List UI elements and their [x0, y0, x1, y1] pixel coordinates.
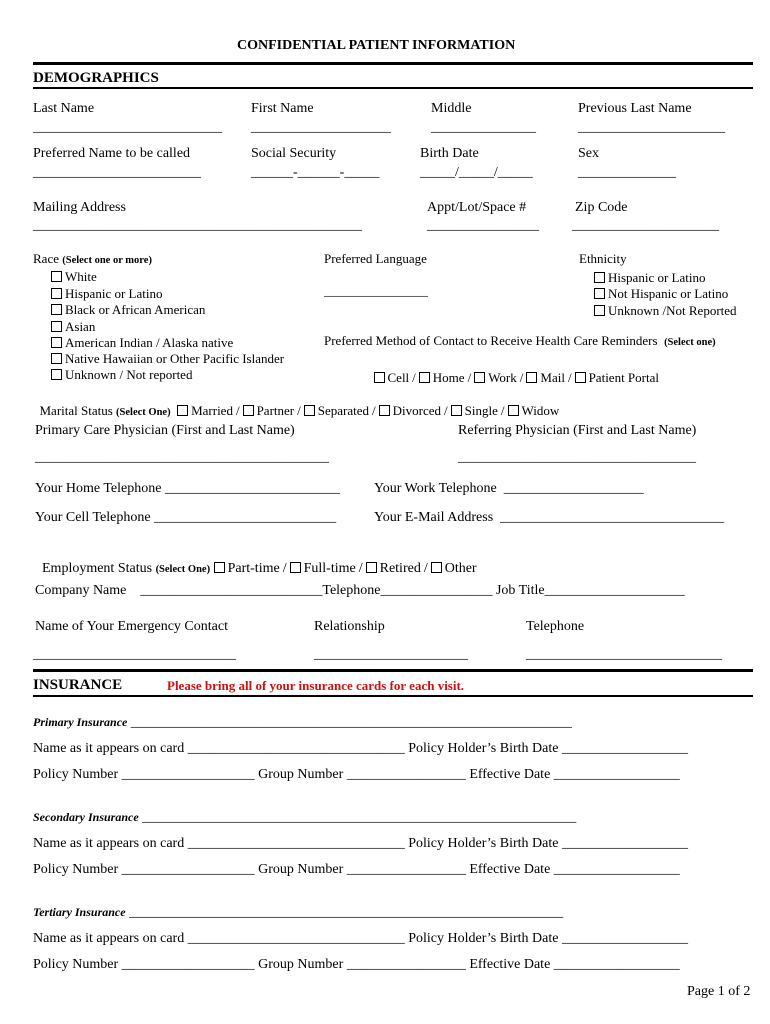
contact-option[interactable]: Home: [419, 370, 465, 385]
page-number: Page 1 of 2: [687, 984, 751, 999]
relationship-label: Relationship: [314, 619, 385, 634]
group-number-field[interactable]: _________________: [346, 957, 466, 972]
marital-option[interactable]: Single: [451, 403, 498, 418]
mailing-address-field[interactable]: _______________________________________________: [33, 218, 362, 233]
race-label: Race: [33, 251, 59, 266]
company-row: [35, 584, 685, 598]
secondary-card-row: [33, 837, 688, 851]
mailing-address-label: Mailing Address: [33, 200, 126, 215]
checkbox-icon[interactable]: [51, 304, 62, 315]
secondary-policy-row: [33, 863, 680, 877]
employment-option[interactable]: Full-time: [290, 561, 356, 576]
company-telephone-field[interactable]: ________________: [380, 583, 493, 598]
emergency-telephone-label: Telephone: [526, 619, 585, 634]
page-title: CONFIDENTIAL PATIENT INFORMATION: [237, 38, 516, 53]
insurance-heading: INSURANCE: [33, 677, 123, 693]
race-heading: [33, 252, 152, 267]
secondary-insurance-row: [33, 811, 576, 825]
primary-insurance-field[interactable]: _______________________________________________________________: [130, 715, 572, 730]
checkbox-icon[interactable]: [51, 337, 62, 348]
employment-option[interactable]: Retired: [366, 561, 421, 576]
race-option[interactable]: Unknown / Not reported: [51, 368, 192, 381]
email-field[interactable]: ________________________________: [500, 510, 725, 525]
tertiary-insurance-field[interactable]: ______________________________________________________________: [129, 905, 564, 920]
first-name-field[interactable]: ____________________: [251, 120, 391, 135]
marital-status-note: (Select One): [116, 407, 171, 418]
marital-option[interactable]: Partner: [243, 403, 295, 418]
pcp-label: Primary Care Physician (First and Last Name): [35, 423, 295, 438]
ethnicity-option[interactable]: Unknown /Not Reported: [594, 304, 737, 317]
marital-status-row: Marital Status (Select One) Married / Partner / Separated / Divorced / Single / Widow: [39, 403, 560, 418]
checkbox-icon[interactable]: [177, 405, 188, 416]
tertiary-card-row: [33, 932, 688, 946]
appt-field[interactable]: ________________: [427, 218, 539, 233]
home-phone-label: Your Home Telephone: [35, 481, 162, 496]
birth-date-field[interactable]: _____/_____/_____: [420, 165, 533, 180]
employment-note: (Select One): [155, 564, 211, 575]
policy-number-field[interactable]: ___________________: [121, 862, 255, 877]
race-note: (Select one or more): [62, 255, 152, 266]
contact-method-note: (Select one): [664, 337, 716, 348]
secondary-insurance-label: Secondary Insurance: [33, 810, 139, 824]
checkbox-icon[interactable]: [51, 321, 62, 332]
effective-date-field[interactable]: __________________: [553, 767, 680, 782]
race-option[interactable]: Hispanic or Latino: [51, 287, 162, 300]
holder-birth-label: Policy Holder’s Birth Date: [408, 741, 559, 756]
policy-number-field[interactable]: ___________________: [121, 767, 255, 782]
checkbox-icon[interactable]: [451, 405, 462, 416]
insurance-notice: Please bring all of your insurance cards for each visit.: [167, 678, 465, 693]
checkbox-icon[interactable]: [474, 372, 485, 383]
checkbox-icon[interactable]: [243, 405, 254, 416]
holder-birth-field[interactable]: __________________: [561, 741, 688, 756]
demographics-heading: DEMOGRAPHICS: [33, 70, 159, 86]
emergency-contact-label: Name of Your Emergency Contact: [35, 619, 228, 634]
primary-card-row: [33, 742, 688, 756]
employment-row: Employment Status (Select One) Part-time / Full-time / Retired / Other: [42, 561, 477, 576]
marital-status-label: Marital Status: [39, 403, 113, 418]
checkbox-icon[interactable]: [431, 562, 442, 573]
policy-number-label: Policy Number: [33, 957, 119, 972]
checkbox-icon[interactable]: [214, 562, 225, 573]
middle-label: Middle: [431, 101, 472, 116]
emergency-telephone-field[interactable]: ____________________________: [526, 647, 722, 662]
contact-options: Cell / Home / Work / Mail / Patient Portal: [367, 358, 659, 384]
checkbox-icon[interactable]: [575, 372, 586, 383]
primary-policy-row: [33, 768, 680, 782]
checkbox-icon[interactable]: [51, 353, 62, 364]
secondary-insurance-field[interactable]: ______________________________________________________________: [142, 810, 577, 825]
checkbox-icon[interactable]: [304, 405, 315, 416]
birth-date-label: Birth Date: [420, 146, 479, 161]
middle-field[interactable]: _______________: [431, 120, 536, 135]
job-title-field[interactable]: ____________________: [544, 583, 685, 598]
marital-option[interactable]: Married: [177, 403, 233, 418]
ethnicity-label: Ethnicity: [579, 251, 627, 266]
relationship-field[interactable]: ______________________: [314, 647, 468, 662]
cell-phone-field[interactable]: __________________________: [154, 510, 337, 525]
checkbox-icon[interactable]: [366, 562, 377, 573]
employment-label: Employment Status: [42, 561, 153, 576]
primary-insurance-row: [33, 716, 572, 730]
checkbox-icon[interactable]: [379, 405, 390, 416]
ethnicity-option[interactable]: Not Hispanic or Latino: [594, 287, 728, 300]
name-on-card-field[interactable]: _______________________________: [187, 931, 405, 946]
effective-date-label: Effective Date: [469, 862, 551, 877]
checkbox-icon[interactable]: [290, 562, 301, 573]
section-rule: [33, 87, 753, 89]
effective-date-field[interactable]: __________________: [553, 957, 680, 972]
email-label: Your E-Mail Address: [374, 510, 494, 525]
group-number-label: Group Number: [258, 957, 344, 972]
home-phone-row: [35, 482, 340, 496]
employment-option[interactable]: Part-time: [214, 561, 280, 576]
sex-field[interactable]: ______________: [578, 165, 676, 180]
name-on-card-label: Name as it appears on card: [33, 931, 185, 946]
effective-date-label: Effective Date: [469, 957, 551, 972]
checkbox-icon[interactable]: [374, 372, 385, 383]
contact-option[interactable]: Work: [474, 370, 517, 385]
preferred-language-label: Preferred Language: [324, 251, 427, 266]
first-name-label: First Name: [251, 101, 314, 116]
holder-birth-field[interactable]: __________________: [561, 931, 688, 946]
policy-number-label: Policy Number: [33, 862, 119, 877]
race-option[interactable]: Black or African American: [51, 303, 205, 316]
race-option[interactable]: White: [51, 270, 97, 283]
work-phone-row: [374, 482, 644, 496]
checkbox-icon[interactable]: [51, 271, 62, 282]
contact-option[interactable]: Cell: [374, 370, 410, 385]
tertiary-insurance-label: Tertiary Insurance: [33, 905, 126, 919]
preferred-name-label: Preferred Name to be called: [33, 146, 191, 161]
tertiary-policy-row: [33, 958, 680, 972]
name-on-card-field[interactable]: _______________________________: [187, 836, 405, 851]
effective-date-field[interactable]: __________________: [553, 862, 680, 877]
marital-option[interactable]: Widow: [508, 403, 560, 418]
previous-last-name-field[interactable]: _____________________: [578, 120, 725, 135]
last-name-field[interactable]: ___________________________: [33, 120, 222, 135]
holder-birth-label: Policy Holder’s Birth Date: [408, 836, 559, 851]
race-option[interactable]: American Indian / Alaska native: [51, 336, 233, 349]
checkbox-icon[interactable]: [508, 405, 519, 416]
social-security-field[interactable]: ______-______-_____: [251, 165, 380, 180]
ethnicity-option[interactable]: Hispanic or Latino: [594, 271, 705, 284]
company-telephone-label: Telephone: [322, 583, 381, 598]
checkbox-icon[interactable]: [526, 372, 537, 383]
checkbox-icon[interactable]: [419, 372, 430, 383]
checkbox-icon[interactable]: [594, 305, 605, 316]
company-name-field[interactable]: __________________________: [140, 583, 323, 598]
section-rule: [33, 62, 753, 65]
pcp-field[interactable]: __________________________________________: [35, 450, 329, 465]
marital-option[interactable]: Divorced: [379, 403, 441, 418]
referring-field[interactable]: __________________________________: [458, 450, 696, 465]
marital-option[interactable]: Separated: [304, 403, 369, 418]
checkbox-icon[interactable]: [51, 288, 62, 299]
company-name-label: Company Name: [35, 583, 127, 598]
race-option[interactable]: Asian: [51, 320, 95, 333]
tertiary-insurance-row: [33, 906, 563, 920]
previous-last-name-label: Previous Last Name: [578, 101, 692, 116]
contact-option[interactable]: Mail: [526, 370, 565, 385]
zip-code-label: Zip Code: [575, 200, 628, 215]
race-option[interactable]: Native Hawaiian or Other Pacific Islander: [51, 352, 284, 365]
cell-phone-row: [35, 511, 336, 525]
contact-method-heading: [324, 334, 716, 349]
work-phone-label: Your Work Telephone: [374, 481, 497, 496]
section-rule: [33, 669, 753, 672]
primary-insurance-label: Primary Insurance: [33, 715, 128, 729]
name-on-card-field[interactable]: _______________________________: [187, 741, 405, 756]
home-phone-field[interactable]: _________________________: [164, 481, 340, 496]
last-name-label: Last Name: [33, 101, 95, 116]
email-row: [374, 511, 724, 525]
name-on-card-label: Name as it appears on card: [33, 836, 185, 851]
employment-option[interactable]: Other: [431, 561, 477, 576]
policy-number-field[interactable]: ___________________: [121, 957, 255, 972]
zip-code-field[interactable]: _____________________: [572, 218, 719, 233]
contact-option[interactable]: Patient Portal: [575, 370, 659, 385]
group-number-field[interactable]: _________________: [346, 767, 466, 782]
work-phone-field[interactable]: ____________________: [503, 481, 644, 496]
cell-phone-label: Your Cell Telephone: [35, 510, 151, 525]
referring-label: Referring Physician (First and Last Name): [458, 423, 697, 438]
section-rule: [33, 695, 753, 697]
group-number-label: Group Number: [258, 767, 344, 782]
contact-method-label: Preferred Method of Contact to Receive Health Care Reminders: [324, 333, 658, 348]
appt-label: Appt/Lot/Space #: [427, 200, 527, 215]
checkbox-icon[interactable]: [594, 272, 605, 283]
name-on-card-label: Name as it appears on card: [33, 741, 185, 756]
holder-birth-field[interactable]: __________________: [561, 836, 688, 851]
sex-label: Sex: [578, 146, 599, 161]
policy-number-label: Policy Number: [33, 767, 119, 782]
preferred-language-field[interactable]: ________________: [324, 283, 428, 298]
group-number-field[interactable]: _________________: [346, 862, 466, 877]
checkbox-icon[interactable]: [51, 369, 62, 380]
job-title-label: Job Title: [495, 583, 545, 598]
emergency-contact-field[interactable]: _____________________________: [33, 647, 236, 662]
checkbox-icon[interactable]: [594, 288, 605, 299]
holder-birth-label: Policy Holder’s Birth Date: [408, 931, 559, 946]
effective-date-label: Effective Date: [469, 767, 551, 782]
preferred-name-field[interactable]: ________________________: [33, 165, 201, 180]
group-number-label: Group Number: [258, 862, 344, 877]
social-security-label: Social Security: [251, 146, 337, 161]
